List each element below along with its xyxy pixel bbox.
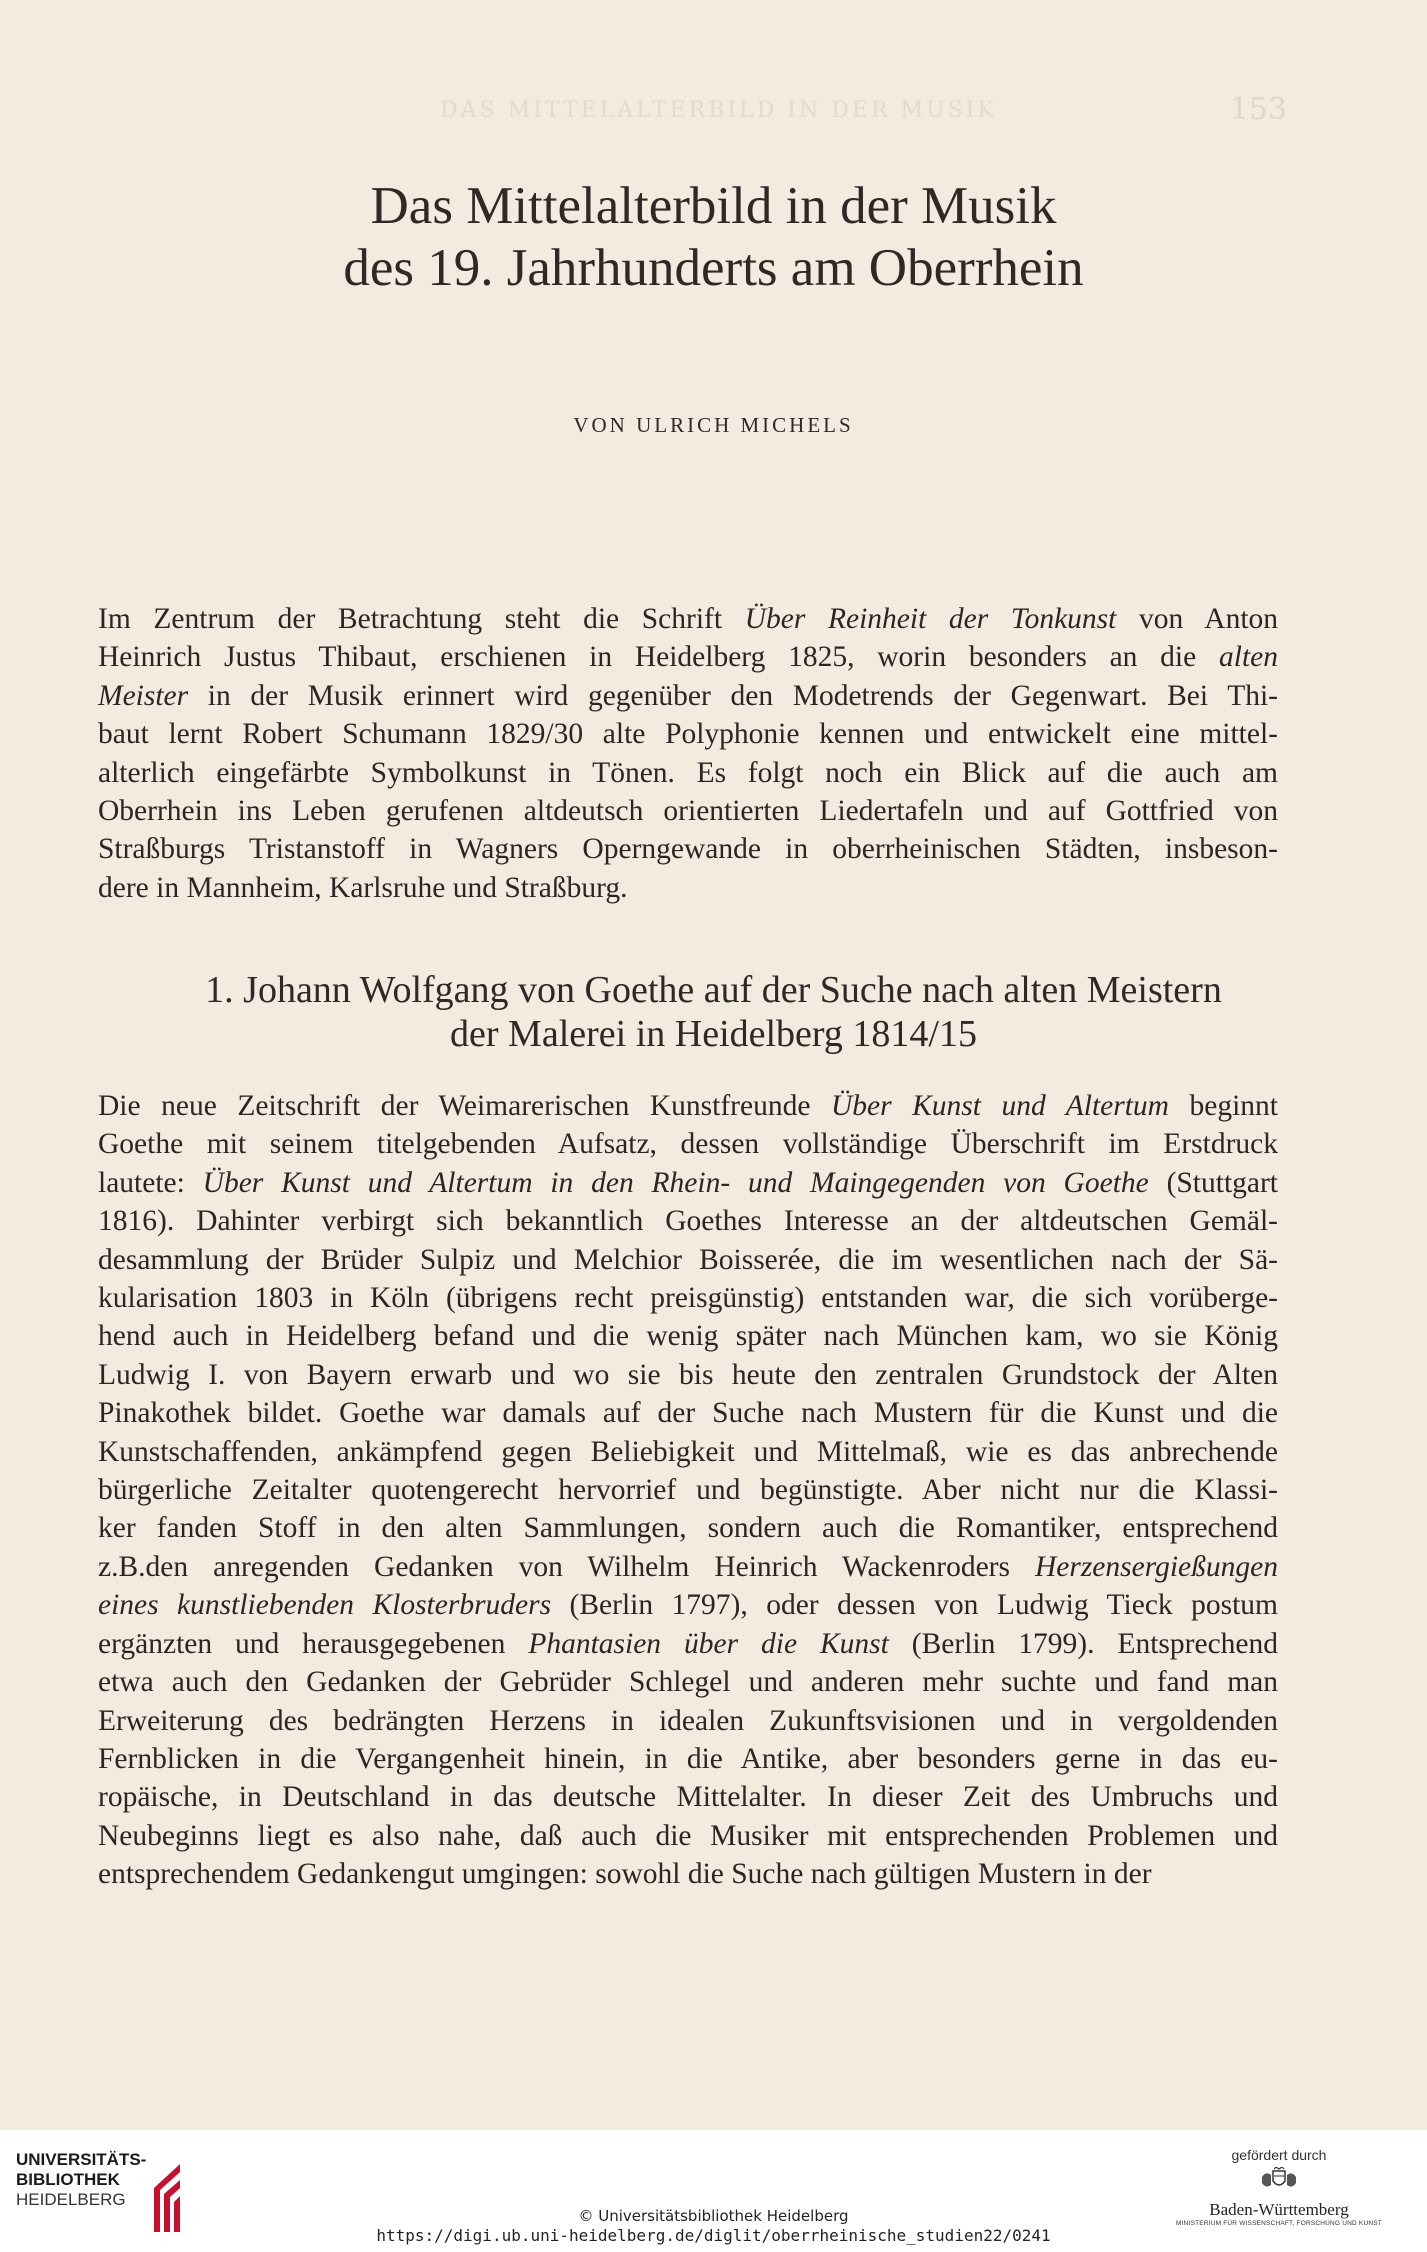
bleed-through-page-number: 153 (1229, 92, 1287, 127)
section-heading (0, 968, 1427, 1056)
text-line (98, 1356, 1278, 1394)
text-line (98, 1817, 1278, 1855)
sponsor-ministry: MINISTERIUM FÜR WISSENSCHAFT, FORSCHUNG UND KUNST (1176, 2220, 1382, 2227)
text-segment: kularisation 1803 in Köln (übrigens recht preisgünstig) entstanden war, die sich vorüberge- (98, 1282, 1278, 1315)
text-segment: Erweiterung des bedrängten Herzens in idealen Zukunftsvisionen und in vergoldenden (98, 1704, 1278, 1737)
italic-segment: Über Reinheit der Tonkunst (744, 603, 1117, 635)
italic-segment: eines kunstliebenden Klosterbruders (98, 1589, 552, 1622)
text-line (98, 1548, 1278, 1586)
text-segment: etwa auch den Gedanken der Gebrüder Schlegel und anderen mehr suchte und fand man (98, 1666, 1278, 1699)
text-segment: Straßburgs Tristanstoff in Wagners Operngewande in oberrheinischen Städten, insbeson- (98, 833, 1278, 866)
text-segment: in der Musik erinnert wird gegenüber den Modetrends der Gegenwart. Bei Thi- (188, 679, 1278, 712)
library-logo[interactable] (16, 2150, 146, 2210)
text-segment: z.B.den anregenden Gedanken von Wilhelm Heinrich Wackenroders (98, 1550, 1035, 1583)
text-segment: baut lernt Robert Schumann 1829/30 alte Polyphonie kennen und entwickelt eine mittel- (98, 718, 1278, 751)
section-heading-line-2: der Malerei in Heidelberg 1814/15 (450, 1013, 977, 1055)
source-url-link[interactable]: https://digi.ub.uni-heidelberg.de/diglit/oberrheinische_studien22/0241 (376, 2226, 1051, 2245)
italic-segment: Über Kunst und Altertum in den Rhein- und Maingegenden von Goethe (202, 1166, 1149, 1199)
text-line (98, 638, 1278, 676)
title-line-2: des 19. Jahrhunderts am Oberrhein (343, 239, 1084, 297)
text-segment: beginnt (1168, 1090, 1278, 1122)
text-segment: Fernblicken in die Vergangenheit hinein, in die Antike, aber besonders gerne in das eu- (98, 1742, 1278, 1775)
sponsor-label: gefördert durch (1231, 2147, 1327, 2163)
text-line (98, 754, 1278, 792)
text-segment: (Berlin 1799). Entsprechend (888, 1627, 1279, 1660)
text-segment: Im Zentrum der Betrachtung steht die Schrift (98, 603, 745, 635)
italic-segment: Über Kunst und Altertum (830, 1090, 1169, 1122)
library-name-line-1: UNIVERSITÄTS- (16, 2150, 147, 2169)
text-line (98, 1317, 1278, 1355)
text-line (98, 677, 1278, 715)
text-line (98, 1394, 1278, 1432)
text-line (98, 830, 1278, 868)
sponsor-block (1169, 2147, 1389, 2227)
italic-segment: Herzensergießungen (1034, 1550, 1278, 1583)
italic-segment: Phantasien über die Kunst (528, 1627, 889, 1660)
baden-wuerttemberg-crest-icon (1260, 2167, 1298, 2193)
text-segment: Ludwig I. von Bayern erwarb und wo sie bis heute den zentralen Grundstock der Alten (98, 1358, 1278, 1391)
text-segment: Oberrhein ins Leben gerufenen altdeutsch orientierten Liedertafeln und auf Gottfried von (98, 795, 1278, 828)
text-segment: (Stuttgart (1148, 1166, 1278, 1199)
text-line (98, 1586, 1278, 1624)
intro-paragraph (98, 600, 1278, 907)
text-segment: 1816). Dahinter verbirgt sich bekanntlich Goethes Interesse an der altdeutschen Gemäl- (98, 1205, 1278, 1238)
text-segment: lautete: (98, 1166, 203, 1199)
text-line (98, 1702, 1278, 1740)
text-segment: (Berlin 1797), oder dessen von Ludwig Tieck postum (551, 1589, 1278, 1622)
text-segment: Pinakothek bildet. Goethe war damals auf der Suche nach Mustern für die Kunst und die (98, 1397, 1278, 1430)
text-segment: Die neue Zeitschrift der Weimarerischen Kunstfreunde (98, 1090, 831, 1122)
text-line (98, 1663, 1278, 1701)
italic-segment: alten (1219, 641, 1278, 674)
text-line (98, 1087, 1278, 1125)
library-name-line-3: HEIDELBERG (16, 2190, 126, 2209)
text-segment: desammlung der Brüder Sulpiz und Melchior Boisserée, die im wesentlichen nach der Sä- (98, 1243, 1278, 1276)
text-segment: bürgerliche Zeitalter quotengerecht hervorrief und begünstigte. Aber nicht nur die Klassi- (98, 1474, 1278, 1507)
text-segment: entsprechendem Gedankengut umgingen: sowohl die Suche nach gültigen Mustern in der (98, 1858, 1152, 1891)
text-line (98, 1433, 1278, 1471)
text-line (98, 1740, 1278, 1778)
text-line (98, 869, 1278, 907)
text-line (98, 1625, 1278, 1663)
text-line (98, 792, 1278, 830)
text-line (98, 1855, 1278, 1893)
text-segment: Goethe mit seinem titelgebenden Aufsatz, dessen vollständige Überschrift im Erstdruck (98, 1128, 1278, 1161)
text-segment: ropäische, in Deutschland in das deutsche Mittelalter. In dieser Zeit des Umbruchs und (98, 1781, 1278, 1814)
text-line (98, 1241, 1278, 1279)
copyright-notice: © Universitätsbibliothek Heidelberg (578, 2207, 849, 2225)
text-segment: ker fanden Stoff in den alten Sammlungen, sondern auch die Romantiker, entsprechend (98, 1512, 1278, 1545)
text-line (98, 1279, 1278, 1317)
title-line-1: Das Mittelalterbild in der Musik (370, 177, 1057, 235)
text-segment: ergänzten und herausgegebenen (98, 1627, 529, 1660)
author-byline: VON ULRICH MICHELS (573, 413, 854, 437)
text-line (98, 1778, 1278, 1816)
text-segment: alterlich eingefärbte Symbolkunst in Tönen. Es folgt noch ein Blick auf die auch am (98, 756, 1278, 789)
sponsor-name: Baden-Württemberg (1209, 2200, 1349, 2219)
text-line (98, 1202, 1278, 1240)
text-line (98, 1471, 1278, 1509)
article-title (0, 175, 1427, 299)
text-line (98, 1164, 1278, 1202)
italic-segment: Meister (98, 679, 189, 712)
text-segment: von Anton (1116, 603, 1279, 635)
text-segment: Heinrich Justus Thibaut, erschienen in Heidelberg 1825, worin besonders an die (98, 641, 1219, 674)
text-line (98, 715, 1278, 753)
text-line (98, 1509, 1278, 1547)
bleed-through-header: DAS MITTELALTERBILD IN DER MUSIK (440, 98, 997, 123)
text-line (98, 1125, 1278, 1163)
body-paragraph (98, 1087, 1278, 1894)
library-name-line-2: BIBLIOTHEK (16, 2170, 120, 2189)
text-segment: hend auch in Heidelberg befand und die wenig später nach München kam, wo sie König (98, 1320, 1278, 1353)
text-segment: Neubeginns liegt es also nahe, daß auch die Musiker mit entsprechenden Problemen und (98, 1819, 1278, 1852)
text-line (98, 600, 1278, 638)
section-heading-line-1: 1. Johann Wolfgang von Goethe auf der Suche nach alten Meistern (205, 969, 1222, 1011)
text-segment: dere in Mannheim, Karlsruhe und Straßburg. (98, 871, 628, 904)
text-segment: Kunstschaffenden, ankämpfend gegen Beliebigkeit und Mittelmaß, wie es das anbrechende (98, 1435, 1278, 1468)
